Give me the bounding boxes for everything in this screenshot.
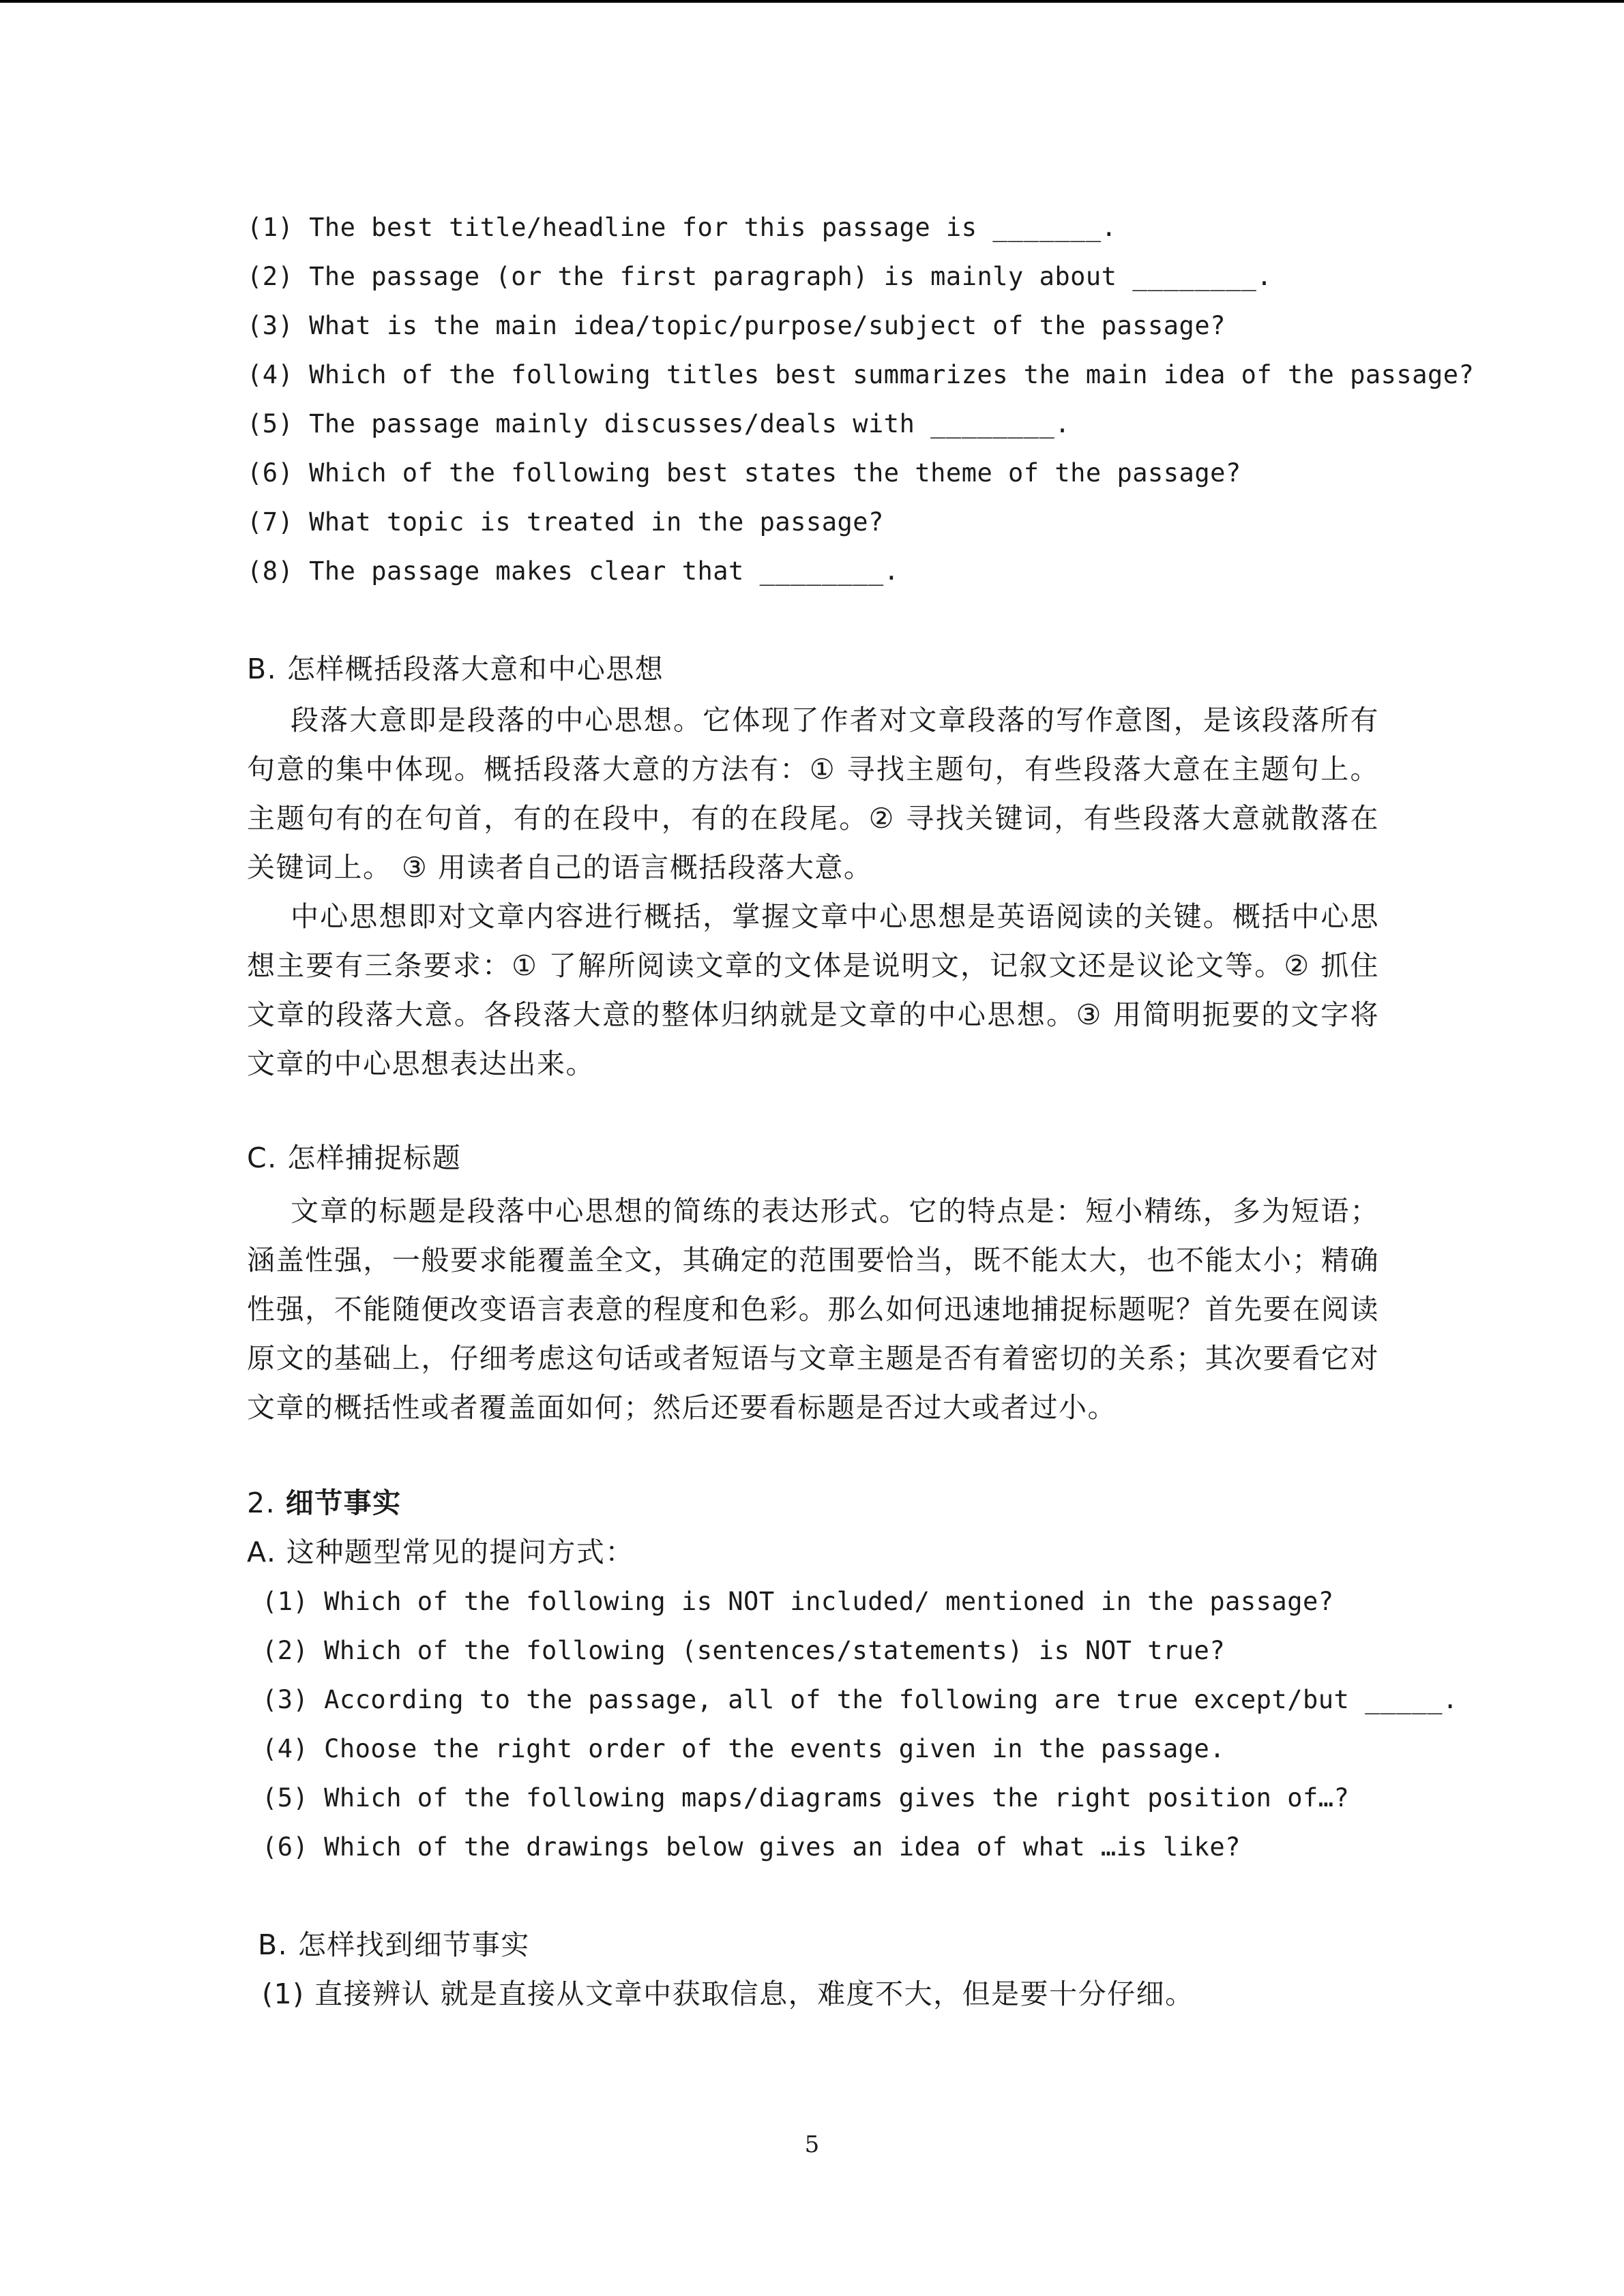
question-item: (8) The passage makes clear that ________. [247, 556, 900, 586]
question-item: (4) Which of the following titles best summarizes the main idea of the passage? [247, 360, 1475, 389]
section-2a-heading: A. 这种题型常见的提问方式： [247, 1536, 634, 1568]
question-item: (2) Which of the following (sentences/statements) is NOT true? [262, 1636, 1226, 1665]
section-2b-heading: B. 怎样找到细节事实 [258, 1928, 530, 1961]
question-item: (6) Which of the following best states the theme of the passage? [247, 458, 1241, 488]
question-item: (1) Which of the following is NOT included/ mentioned in the passage? [262, 1587, 1334, 1616]
question-item: (4) Choose the right order of the events given in the passage. [262, 1734, 1226, 1763]
section-2b-item-1: (1) 直接辨认 就是直接从文章中获取信息，难度不大，但是要十分仔细。 [262, 1978, 1194, 2010]
question-item: (6) Which of the drawings below gives an idea of what …is like? [262, 1832, 1241, 1862]
page-number: 5 [804, 2131, 820, 2158]
question-item: (2) The passage (or the first paragraph) is mainly about ________. [247, 262, 1273, 291]
section-b-paragraph-1: 段落大意即是段落的中心思想。它体现了作者对文章段落的写作意图，是该段落所有句意的集中体现。概括段落大意的方法有：① 寻找主题句，有些段落大意在主题句上。主题句有的在句首，有的在段中，有的在段尾。② 寻找关键词，有些段落大意就散落在关键词上。 ③ 用读者自己的语言概括段落大意。 [247, 704, 1379, 884]
section-2-heading [247, 1485, 402, 1521]
question-item: (1) The best title/headline for this passage is _______. [247, 213, 1117, 242]
question-item: (5) Which of the following maps/diagrams gives the right position of…? [262, 1783, 1350, 1813]
section-c-heading: C. 怎样捕捉标题 [247, 1142, 462, 1174]
section-b-paragraph-2: 中心思想即对文章内容进行概括，掌握文章中心思想是英语阅读的关键。概括中心思想主要有三条要求：① 了解所阅读文章的文体是说明文，记叙文还是议论文等。② 抓住文章的段落大意。各段落大意的整体归纳就是文章的中心思想。③ 用简明扼要的文字将文章的中心思想表达出来。 [247, 900, 1379, 1080]
question-item: (3) According to the passage, all of the following are true except/but _____. [262, 1685, 1458, 1714]
section-b-heading: B. 怎样概括段落大意和中心思想 [247, 653, 664, 685]
section-2-number: 2. [247, 1487, 286, 1519]
question-item: (5) The passage mainly discusses/deals with ________. [247, 409, 1071, 438]
question-item: (7) What topic is treated in the passage? [247, 507, 884, 537]
section-c-paragraph: 文章的标题是段落中心思想的简练的表达形式。它的特点是：短小精练，多为短语；涵盖性强，一般要求能覆盖全文，其确定的范围要恰当，既不能太大，也不能太小；精确性强，不能随便改变语言表意的程度和色彩。那么如何迅速地捕捉标题呢？首先要在阅读原文的基础上，仔细考虑这句话或者短语与文章主题是否有着密切的关系；其次要看它对文章的概括性或者覆盖面如何；然后还要看标题是否过大或者过小。 [247, 1195, 1379, 1424]
section-2-title: 细节事实 [285, 1487, 402, 1519]
question-item: (3) What is the main idea/topic/purpose/subject of the passage? [247, 311, 1226, 340]
